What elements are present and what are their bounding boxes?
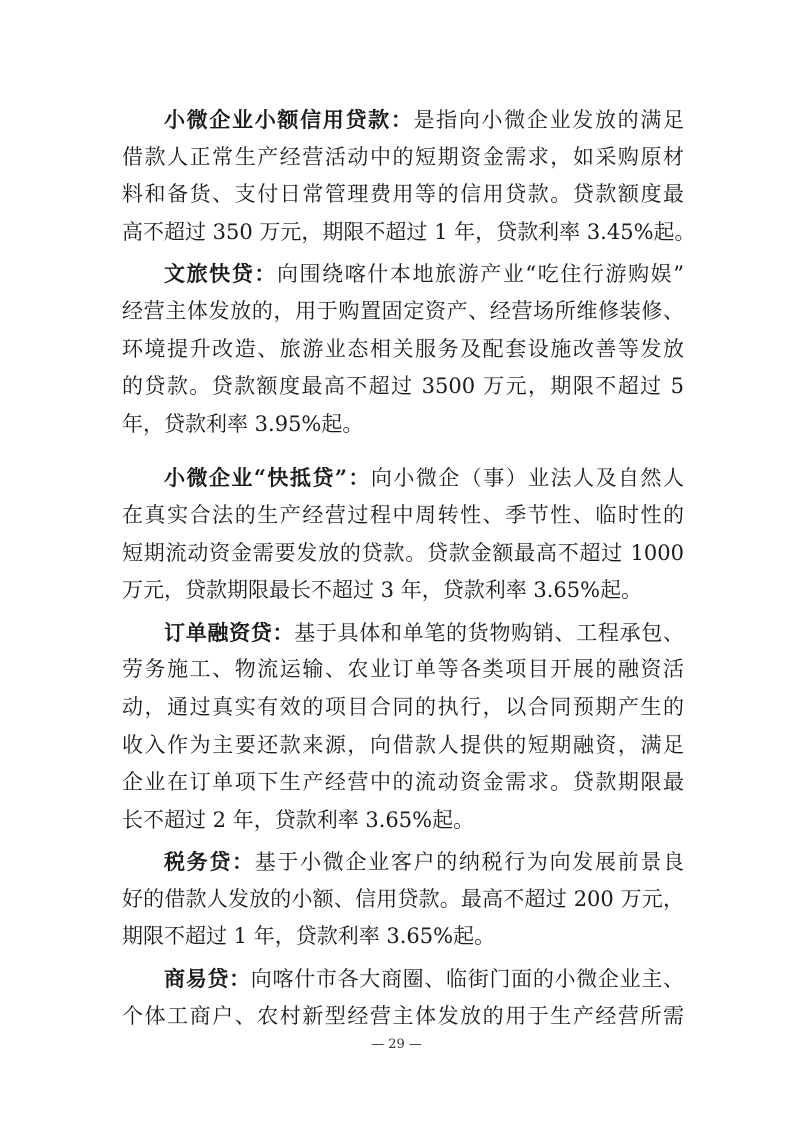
line-text: 是指向小微企业发放的满足: [413, 108, 684, 132]
term-heading: 文旅快贷：: [164, 261, 277, 287]
line-text: 基于小微企业客户的纳税行为向发展前景良: [254, 850, 685, 875]
term-heading: 税务贷：: [164, 849, 255, 875]
paragraph-tourism-loan: [122, 255, 684, 443]
text-line: [122, 459, 684, 497]
text-line: 年，贷款利率 3.95%起。: [122, 411, 364, 436]
text-line: 动，通过真实有效的项目合同的执行，以合同预期产生的: [122, 694, 684, 719]
paragraph-commerce-loan: [122, 960, 684, 1035]
paragraph-order-financing: [122, 614, 684, 840]
text-line: 好的借款人发放的小额、信用贷款。最高不超过 200 万元，: [122, 886, 684, 911]
paragraph-tax-loan: [122, 843, 684, 956]
text-line: 经营主体发放的，用于购置固定资产、经营场所维修装修、: [122, 298, 684, 323]
term-heading: 小微企业小额信用贷款：: [164, 107, 414, 132]
text-line: 高不超过 350 万元，期限不超过 1 年，贷款利率 3.45%起。: [122, 219, 696, 244]
term-heading: 订单融资贷：: [164, 619, 295, 645]
text-line: 万元，贷款期限最长不超过 3 年，贷款利率 3.65%起。: [122, 578, 643, 603]
paragraph-mortgage-loan: [122, 459, 684, 609]
line-text: 向喀什市各大商圈、临街门面的小微企业主、: [250, 967, 685, 992]
paragraph-credit-loan: [122, 101, 696, 251]
term-heading: 商易贷：: [164, 966, 251, 992]
line-text: 基于具体和单笔的货物购销、工程承包、: [294, 620, 685, 645]
text-line: 长不超过 2 年，贷款利率 3.65%起。: [122, 807, 475, 832]
text-line: [122, 101, 684, 139]
text-line: [122, 960, 684, 998]
text-line: [122, 614, 684, 652]
line-text: 向小微企（事）业法人及自然人: [370, 466, 684, 491]
text-line: 劳务施工、物流运输、农业订单等各类项目开展的融资活: [122, 657, 684, 682]
text-line: 期限不超过 1 年，贷款利率 3.65%起。: [122, 924, 496, 949]
text-line: 收入作为主要还款来源，向借款人提供的短期融资，满足: [122, 732, 684, 757]
page-number: — 29 —: [371, 1037, 422, 1052]
term-heading: 小微企业“快抵贷”：: [164, 465, 371, 491]
text-line: 短期流动资金需要发放的贷款。贷款金额最高不超过 1000: [122, 540, 684, 565]
text-line: [122, 843, 684, 881]
text-line: 个体工商户、农村新型经营主体发放的用于生产经营所需: [122, 1003, 684, 1028]
text-line: 企业在订单项下生产经营中的流动资金需求。贷款期限最: [122, 770, 684, 795]
text-line: [122, 255, 684, 293]
text-line: 的贷款。贷款额度最高不超过 3500 万元，期限不超过 5: [122, 374, 684, 399]
text-line: 环境提升改造、旅游业态相关服务及配套设施改善等发放: [122, 336, 684, 361]
body-text: [122, 101, 696, 1035]
text-line: 在真实合法的生产经营过程中周转性、季节性、临时性的: [122, 502, 684, 527]
line-text: 向围绕喀什本地旅游产业“吃住行游购娱”: [276, 262, 685, 287]
text-line: 料和备货、支付日常管理费用等的信用贷款。贷款额度最: [122, 182, 684, 207]
text-line: 借款人正常生产经营活动中的短期资金需求，如采购原材: [122, 144, 684, 169]
